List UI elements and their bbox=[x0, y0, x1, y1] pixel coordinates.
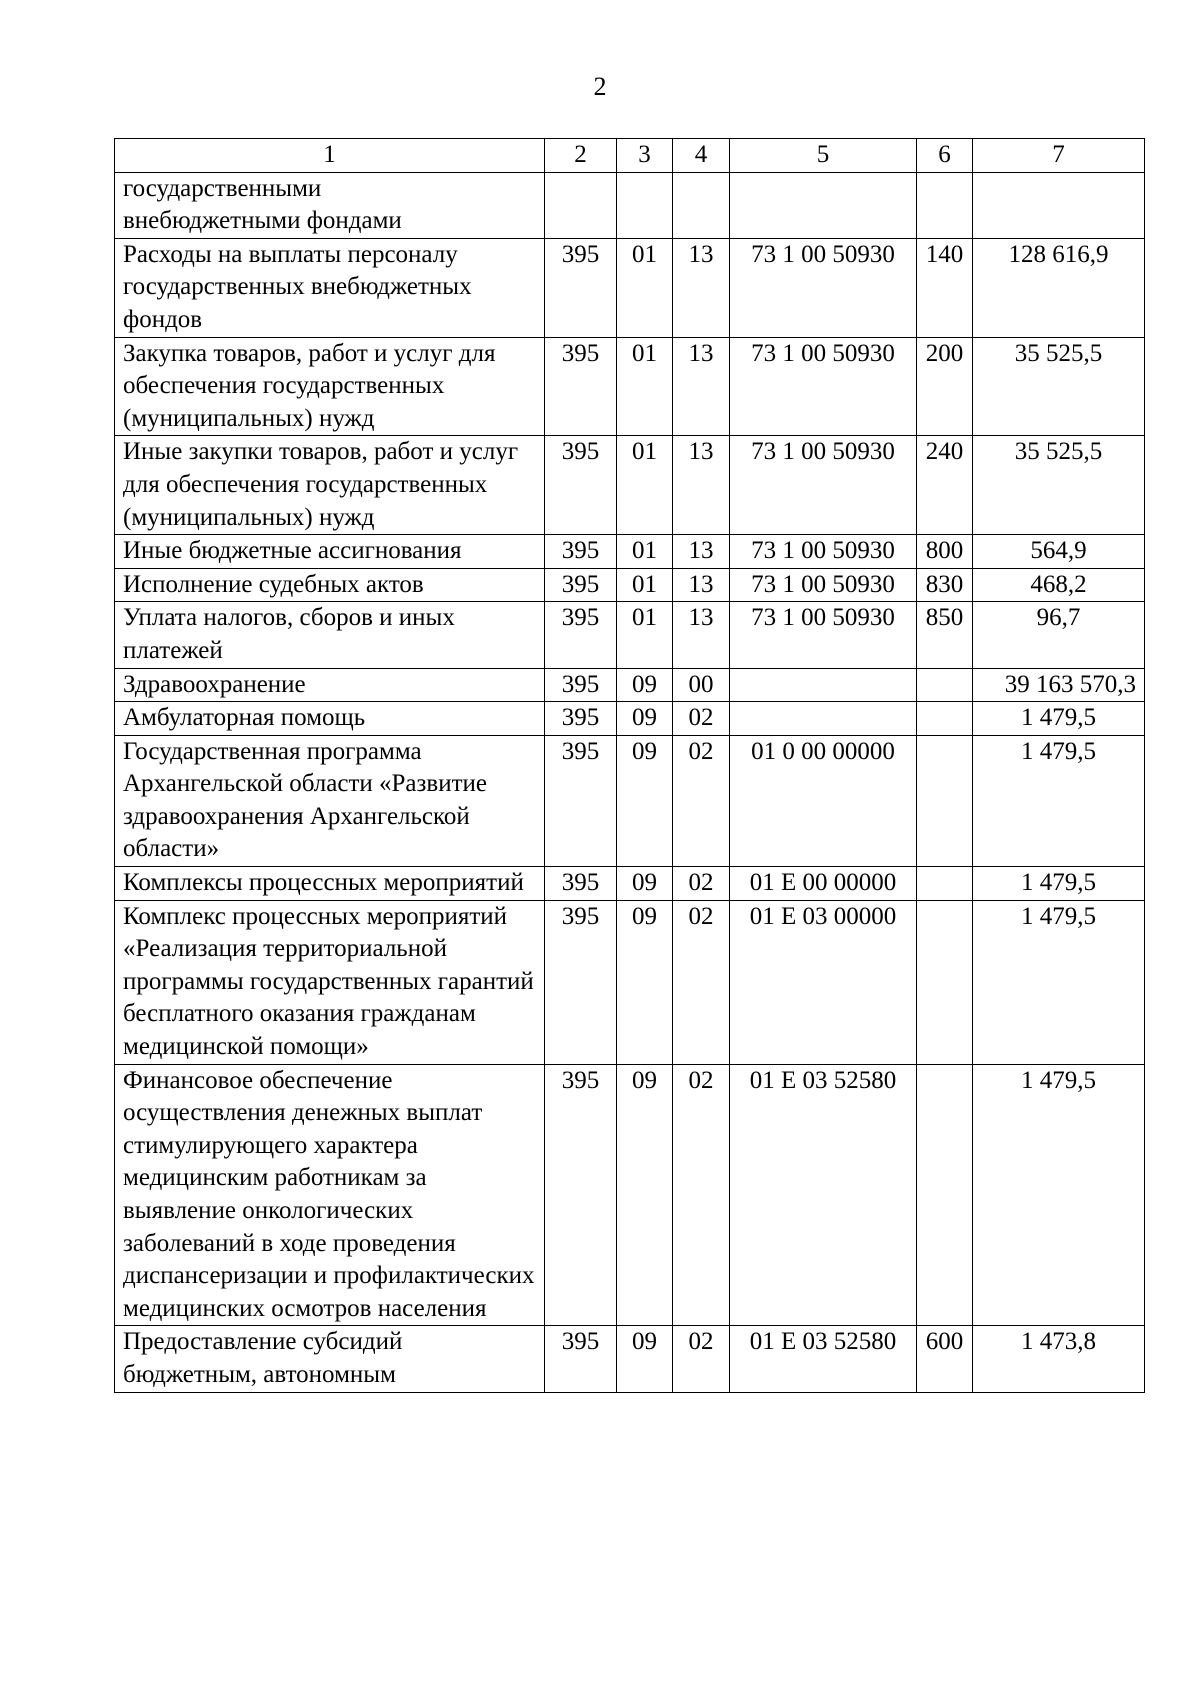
table-row bbox=[115, 337, 1145, 436]
row-label-cell: Предоставление субсидий бюджетным, автономным bbox=[115, 1326, 545, 1392]
row-value-cell-c7: 1 479,5 bbox=[973, 1064, 1145, 1326]
row-value-cell-c4: 13 bbox=[673, 602, 730, 668]
row-value-cell-c4: 02 bbox=[673, 702, 730, 736]
row-value-cell-c6 bbox=[917, 668, 973, 702]
row-value-cell-c5: 73 1 00 50930 bbox=[730, 568, 917, 602]
row-label-cell: Государственная программа Архангельской области «Развитие здравоохранения Архангельской области» bbox=[115, 735, 545, 866]
row-value-cell-c5: 73 1 00 50930 bbox=[730, 436, 917, 535]
row-value-cell-c4: 02 bbox=[673, 1064, 730, 1326]
row-value-cell-c5: 01 Е 00 00000 bbox=[730, 867, 917, 901]
row-value-cell-c2: 395 bbox=[545, 436, 617, 535]
row-value-cell-c5 bbox=[730, 668, 917, 702]
row-value-cell-c2: 395 bbox=[545, 238, 617, 337]
row-value-cell-c4 bbox=[673, 172, 730, 238]
row-label-cell: Амбулаторная помощь bbox=[115, 702, 545, 736]
row-label-cell: государственными внебюджетными фондами bbox=[115, 172, 545, 238]
row-value-cell-c5: 01 Е 03 52580 bbox=[730, 1064, 917, 1326]
row-value-cell-c6 bbox=[917, 867, 973, 901]
row-value-cell-c5: 01 Е 03 00000 bbox=[730, 900, 917, 1064]
row-value-cell-c3: 09 bbox=[617, 867, 673, 901]
header-cell: 4 bbox=[673, 139, 730, 173]
row-value-cell-c3: 09 bbox=[617, 735, 673, 866]
row-value-cell-c7: 1 473,8 bbox=[973, 1326, 1145, 1392]
table-row bbox=[115, 535, 1145, 569]
row-value-cell-c6: 600 bbox=[917, 1326, 973, 1392]
row-value-cell-c6: 800 bbox=[917, 535, 973, 569]
row-value-cell-c3: 01 bbox=[617, 602, 673, 668]
table-row bbox=[115, 238, 1145, 337]
row-value-cell-c6: 850 bbox=[917, 602, 973, 668]
row-value-cell-c6 bbox=[917, 702, 973, 736]
row-value-cell-c7: 96,7 bbox=[973, 602, 1145, 668]
table-row bbox=[115, 436, 1145, 535]
row-value-cell-c2: 395 bbox=[545, 735, 617, 866]
row-value-cell-c4: 02 bbox=[673, 867, 730, 901]
row-value-cell-c3: 01 bbox=[617, 535, 673, 569]
row-label-cell: Закупка товаров, работ и услуг для обеспечения государственных (муниципальных) нужд bbox=[115, 337, 545, 436]
row-value-cell-c7: 35 525,5 bbox=[973, 337, 1145, 436]
table-row bbox=[115, 172, 1145, 238]
row-label-cell: Исполнение судебных актов bbox=[115, 568, 545, 602]
row-value-cell-c7: 1 479,5 bbox=[973, 735, 1145, 866]
row-value-cell-c4: 13 bbox=[673, 238, 730, 337]
table-row bbox=[115, 668, 1145, 702]
row-value-cell-c7: 128 616,9 bbox=[973, 238, 1145, 337]
row-value-cell-c5: 01 Е 03 52580 bbox=[730, 1326, 917, 1392]
page-number: 2 bbox=[593, 72, 607, 101]
header-cell: 5 bbox=[730, 139, 917, 173]
row-value-cell-c3: 01 bbox=[617, 568, 673, 602]
row-value-cell-c2: 395 bbox=[545, 535, 617, 569]
header-cell: 2 bbox=[545, 139, 617, 173]
row-value-cell-c2: 395 bbox=[545, 602, 617, 668]
row-label-cell: Иные закупки товаров, работ и услуг для обеспечения государственных (муниципальных) нужд bbox=[115, 436, 545, 535]
row-label-cell: Комплекс процессных мероприятий «Реализация территориальной программы государственных гарантий бесплатного оказания гражданам медицинской помощи» bbox=[115, 900, 545, 1064]
row-value-cell-c3: 09 bbox=[617, 1064, 673, 1326]
row-value-cell-c4: 13 bbox=[673, 337, 730, 436]
row-value-cell-c4: 02 bbox=[673, 1326, 730, 1392]
row-value-cell-c7: 35 525,5 bbox=[973, 436, 1145, 535]
row-value-cell-c2: 395 bbox=[545, 867, 617, 901]
row-value-cell-c4: 13 bbox=[673, 535, 730, 569]
row-value-cell-c5 bbox=[730, 702, 917, 736]
row-value-cell-c7: 564,9 bbox=[973, 535, 1145, 569]
row-value-cell-c2: 395 bbox=[545, 337, 617, 436]
row-value-cell-c2 bbox=[545, 172, 617, 238]
row-value-cell-c6: 200 bbox=[917, 337, 973, 436]
table-row bbox=[115, 867, 1145, 901]
row-label-cell: Комплексы процессных мероприятий bbox=[115, 867, 545, 901]
row-value-cell-c5: 73 1 00 50930 bbox=[730, 535, 917, 569]
row-value-cell-c7: 1 479,5 bbox=[973, 900, 1145, 1064]
row-value-cell-c6 bbox=[917, 1064, 973, 1326]
row-value-cell-c3: 01 bbox=[617, 436, 673, 535]
table-row bbox=[115, 1326, 1145, 1392]
header-cell: 3 bbox=[617, 139, 673, 173]
table-row bbox=[115, 568, 1145, 602]
row-value-cell-c7: 1 479,5 bbox=[973, 867, 1145, 901]
row-value-cell-c2: 395 bbox=[545, 668, 617, 702]
table-row bbox=[115, 735, 1145, 866]
row-value-cell-c5 bbox=[730, 172, 917, 238]
column-number-row bbox=[115, 139, 1145, 173]
row-value-cell-c6 bbox=[917, 172, 973, 238]
row-value-cell-c4: 13 bbox=[673, 436, 730, 535]
row-value-cell-c6: 240 bbox=[917, 436, 973, 535]
row-value-cell-c4: 00 bbox=[673, 668, 730, 702]
row-label-cell: Финансовое обеспечение осуществления денежных выплат стимулирующего характера медицинским работникам за выявление онкологических заболеваний в ходе проведения диспансеризации и профилактических медицинских осмотров населения bbox=[115, 1064, 545, 1326]
row-value-cell-c2: 395 bbox=[545, 1326, 617, 1392]
header-cell: 7 bbox=[973, 139, 1145, 173]
budget-table bbox=[114, 138, 1145, 1393]
row-value-cell-c5: 73 1 00 50930 bbox=[730, 238, 917, 337]
row-value-cell-c3: 09 bbox=[617, 702, 673, 736]
row-label-cell: Здравоохранение bbox=[115, 668, 545, 702]
table-row bbox=[115, 900, 1145, 1064]
row-value-cell-c3 bbox=[617, 172, 673, 238]
row-value-cell-c2: 395 bbox=[545, 568, 617, 602]
table-row bbox=[115, 702, 1145, 736]
row-value-cell-c4: 02 bbox=[673, 900, 730, 1064]
row-value-cell-c4: 02 bbox=[673, 735, 730, 866]
row-value-cell-c7: 1 479,5 bbox=[973, 702, 1145, 736]
row-value-cell-c4: 13 bbox=[673, 568, 730, 602]
row-value-cell-c6: 830 bbox=[917, 568, 973, 602]
table-row bbox=[115, 1064, 1145, 1326]
header-cell: 1 bbox=[115, 139, 545, 173]
row-label-cell: Иные бюджетные ассигнования bbox=[115, 535, 545, 569]
row-value-cell-c3: 01 bbox=[617, 238, 673, 337]
row-value-cell-c3: 01 bbox=[617, 337, 673, 436]
row-value-cell-c7: 468,2 bbox=[973, 568, 1145, 602]
row-label-cell: Уплата налогов, сборов и иных платежей bbox=[115, 602, 545, 668]
row-value-cell-c6 bbox=[917, 735, 973, 866]
row-value-cell-c2: 395 bbox=[545, 702, 617, 736]
row-value-cell-c3: 09 bbox=[617, 900, 673, 1064]
row-value-cell-c5: 01 0 00 00000 bbox=[730, 735, 917, 866]
row-value-cell-c3: 09 bbox=[617, 668, 673, 702]
row-value-cell-c6: 140 bbox=[917, 238, 973, 337]
row-value-cell-c3: 09 bbox=[617, 1326, 673, 1392]
table-row bbox=[115, 602, 1145, 668]
row-label-cell: Расходы на выплаты персоналу государственных внебюджетных фондов bbox=[115, 238, 545, 337]
row-value-cell-c7: 39 163 570,3 bbox=[973, 668, 1145, 702]
header-cell: 6 bbox=[917, 139, 973, 173]
row-value-cell-c5: 73 1 00 50930 bbox=[730, 602, 917, 668]
row-value-cell-c5: 73 1 00 50930 bbox=[730, 337, 917, 436]
row-value-cell-c2: 395 bbox=[545, 1064, 617, 1326]
row-value-cell-c2: 395 bbox=[545, 900, 617, 1064]
row-value-cell-c7 bbox=[973, 172, 1145, 238]
row-value-cell-c6 bbox=[917, 900, 973, 1064]
